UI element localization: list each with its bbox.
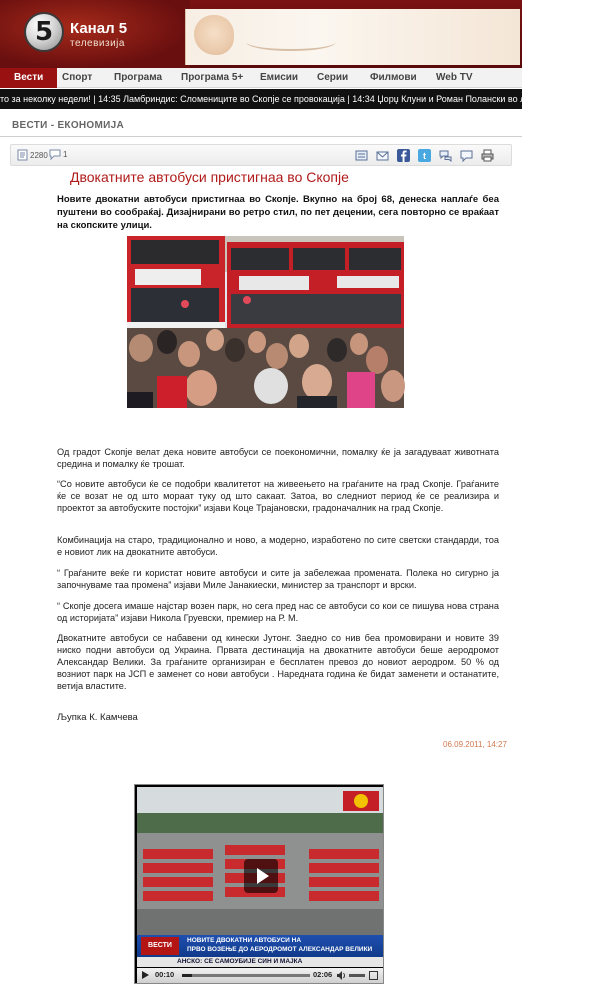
article-lead: Новите двокатни автобуси пристигнаа во Скопје. Вкупно на број 68, денеска наплаѓе беа пуштени во сообраќај. Дизајнирани во ретро стил, по пет децении, сега повторно се враќаат на скопските улици. (57, 194, 499, 231)
comment-bubble-icon[interactable] (460, 149, 473, 162)
time-total: 02:06 (313, 970, 333, 979)
nav-item-programa-5plus[interactable]: Програма 5+ (181, 72, 244, 83)
comments-number: 1 (63, 150, 68, 159)
share-chat-icon[interactable] (439, 149, 452, 162)
printer-icon[interactable] (481, 149, 494, 162)
nav-item-web-tv[interactable]: Web TV (436, 72, 473, 83)
svg-text:t: t (423, 151, 426, 161)
swirl-decoration (246, 33, 336, 51)
logo-number: 5 (34, 17, 54, 47)
caption-badge: ВЕСТИ (141, 937, 179, 955)
article-author: Љупка К. Камчева (57, 712, 138, 723)
article-paragraph: Двокатните автобуси се набавени од кинески Јутонг. Заедно со нив беа промовирани и новите 39 ниско подни автобуси од Украина. Првата дестинација на двокатните автобуси беше аеродромот Александар Велики. За граѓаните организиран е бесплатен превоз до новиот аеродром. 50 % од возниот парк на ЈСП е заменет со нови автобуси . Наредната година ќе бидат заменети и останатите, ветија властите. (57, 633, 499, 691)
article-paragraph: Комбинација на старо, традиционално и ново, а модерно, изработено по сите светски стандарди, тоа е новиот лик на двокатните автобуси. (57, 535, 499, 557)
article-toolbar (10, 144, 512, 166)
caption-line-1: НОВИТЕ ДВОКАТНИ АВТОБУСИ НА (187, 937, 302, 944)
comment-icon (49, 149, 61, 160)
nav-item-filmovi[interactable]: Филмови (370, 72, 417, 83)
nav-item-programa[interactable]: Програма (114, 72, 163, 83)
nav-item-emisii[interactable]: Емисии (260, 72, 299, 83)
nav-item-serii[interactable]: Серии (317, 72, 349, 83)
print-view-icon[interactable] (355, 149, 368, 162)
email-icon[interactable] (376, 149, 389, 162)
section-divider (0, 136, 522, 137)
main-nav (0, 68, 522, 88)
article-paragraph: “ Скопје досега имаше најстар возен парк, но сега пред нас се автобуси со кои се пишува нова страна од историјата” изјави Никола Груевски, премиер на Р. М. (57, 601, 499, 623)
views-number: 2280 (30, 150, 48, 160)
site-header (0, 0, 522, 68)
views-count (17, 149, 48, 161)
video-player[interactable] (134, 784, 384, 984)
seek-progress (182, 974, 192, 977)
video-controls (137, 968, 383, 983)
caption-line-2: ПРВО ВОЗЕЊЕ ДО АЕРОДРОМОТ АЛЕКСАНДАР ВЕЛИКИ (187, 946, 373, 953)
section-title[interactable]: ВЕСТИ - ЕКОНОМИЈА (12, 120, 124, 131)
article-paragraph: “Со новите автобуси ќе се подобри квалитетот на живеењето на граѓаните на град Скопје. Граѓаните ќе се возат не од што мораат туку од што сакаат. Затоа, во следниот период ќе се реализира и проектот за автобуските постојки” изјави Коце Трајановски, градоначалник на град Скопје. (57, 479, 499, 513)
video-screen[interactable] (137, 787, 383, 967)
article-paragraph: Од градот Скопје велат дека новите автобуси се поекономични, помалку ќе ја загадуваат животната средина и помалку ќе трошат. (57, 447, 499, 469)
nav-item-sport[interactable]: Спорт (62, 72, 93, 83)
article-date: 06.09.2011, 14:27 (443, 740, 507, 749)
article-photo (127, 236, 404, 408)
facebook-icon[interactable] (397, 149, 410, 162)
views-icon (17, 149, 28, 161)
news-ticker[interactable] (0, 89, 602, 109)
article-paragraph: “ Граѓаните веќе ги користат новите автобуси и сите ја забележаа промената. Полека но сигурно ја започнуваме таа промена” изјави Миле Јанакиески, министер за транспорт и врски. (57, 568, 499, 590)
play-icon[interactable] (142, 971, 149, 979)
flower-decoration (194, 15, 234, 55)
header-banner[interactable] (185, 9, 520, 65)
comments-count[interactable] (49, 149, 67, 160)
ticker-text[interactable]: то за неколку недели! | 14:35 Ламбриндис: Сломениците во Скопје се провокација | 14:34 Џорџ Клуни и Роман Полански во лов на Златниот ле (0, 94, 602, 104)
volume-slider[interactable] (349, 974, 365, 977)
logo-subtitle: телевизија (70, 38, 125, 49)
time-current: 00:10 (155, 970, 175, 979)
logo-name[interactable]: Канал 5 (70, 20, 128, 37)
play-button-overlay[interactable] (244, 859, 278, 893)
article-title: Двокатните автобуси пристигнаа во Скопје (70, 169, 349, 185)
seek-bar[interactable] (182, 974, 310, 977)
news-crawl: АНСКО: СЕ САМОУБИЈЕ СИН И МАЈКА (137, 957, 383, 967)
channel-logo[interactable] (24, 12, 64, 52)
volume-icon[interactable] (337, 971, 347, 980)
fullscreen-icon[interactable] (369, 971, 378, 980)
bus-crowd-image (127, 236, 404, 408)
nav-item-vesti[interactable]: Вести (0, 68, 57, 88)
twitter-icon[interactable] (418, 149, 431, 162)
